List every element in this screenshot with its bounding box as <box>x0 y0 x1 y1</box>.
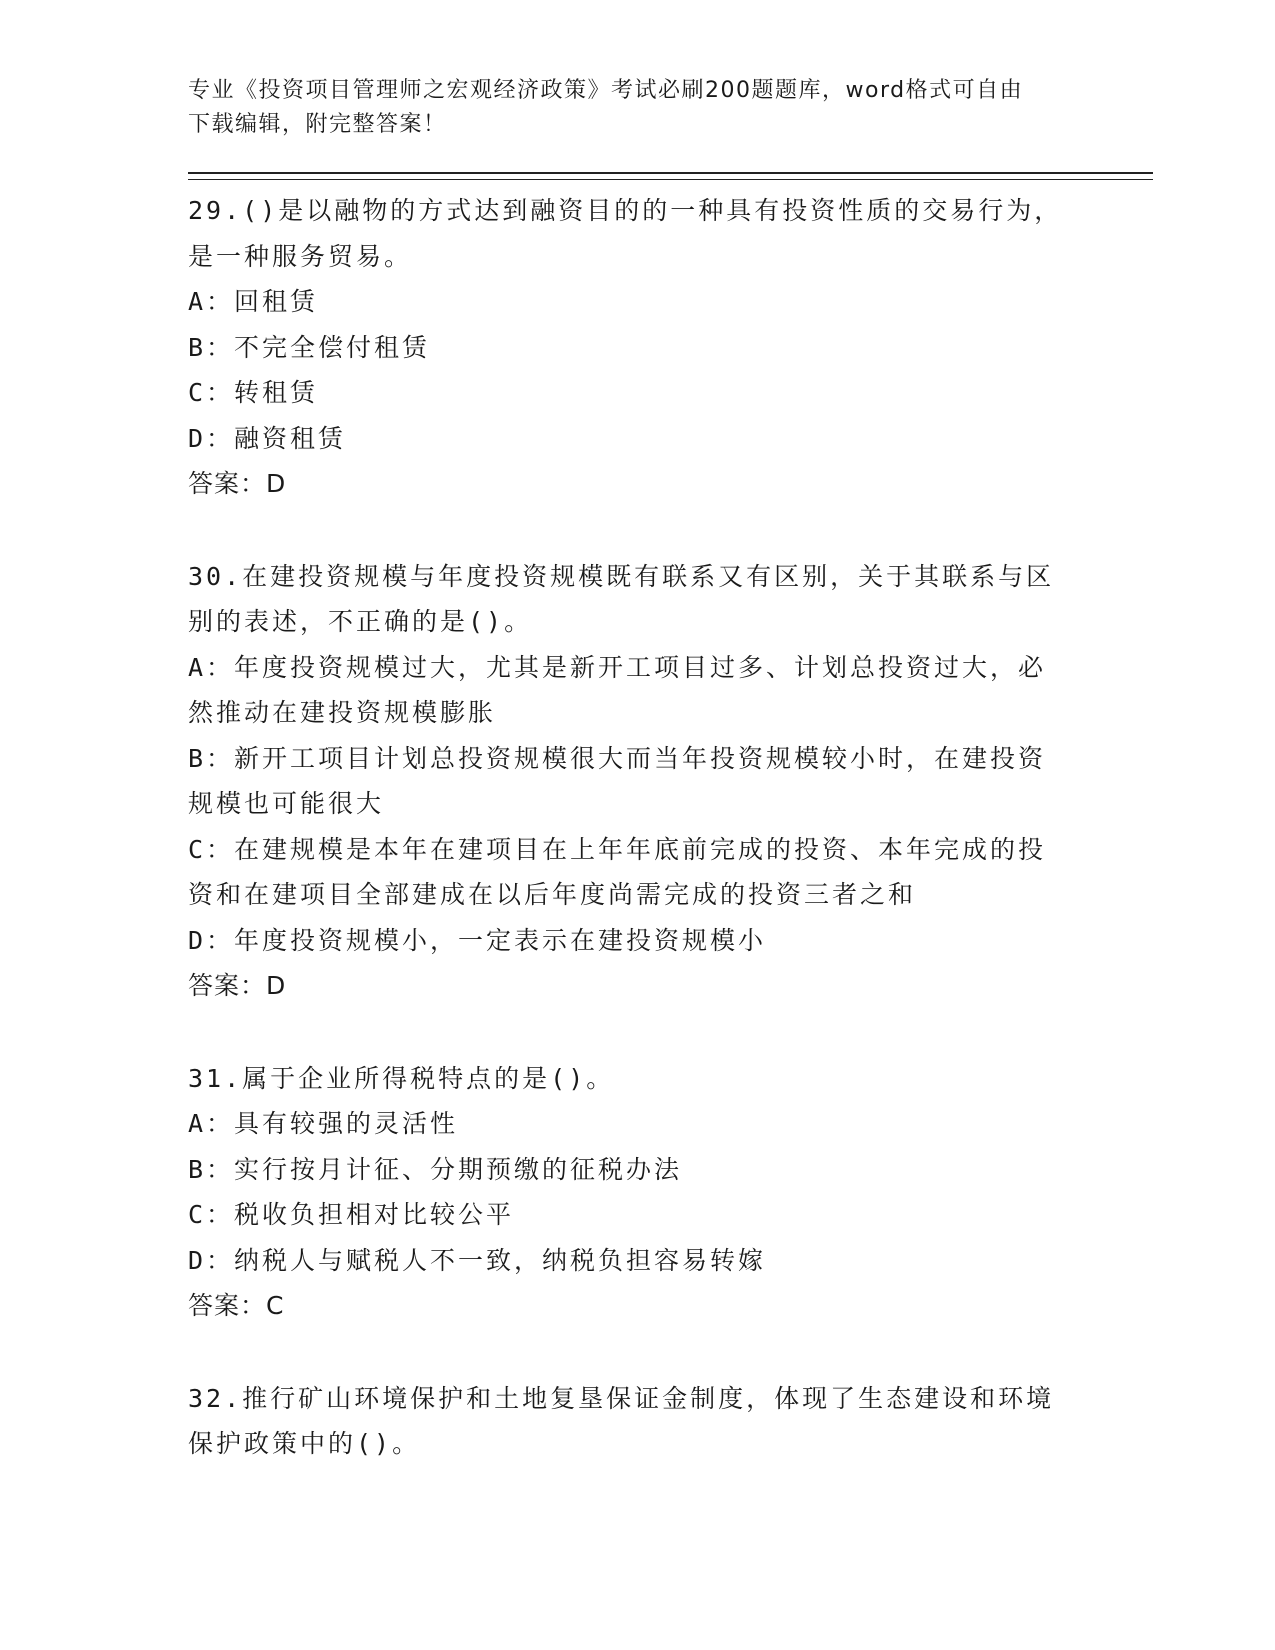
answer-option <box>188 370 1088 416</box>
question-block <box>188 1376 1088 1467</box>
answer-option <box>188 279 1088 325</box>
question-stem-line: 32.推行矿山环境保护和土地复垦保证金制度，体现了生态建设和环境 <box>188 1383 1055 1413</box>
answer-option <box>188 736 1088 827</box>
question-block <box>188 188 1088 507</box>
answer-option <box>188 1238 1088 1284</box>
answer-option <box>188 827 1088 918</box>
answer-option-line: C：在建规模是本年在建项目在上年年底前完成的投资、本年完成的投 <box>188 834 1047 864</box>
answer-option <box>188 918 1088 964</box>
answer-option-line: B：不完全偿付租赁 <box>188 332 431 362</box>
answer-option <box>188 645 1088 736</box>
answer-key: 答案：D <box>188 469 287 498</box>
question-stem-line: 31.属于企业所得税特点的是()。 <box>188 1063 615 1093</box>
answer-option-line: A：具有较强的灵活性 <box>188 1109 459 1138</box>
answer-key: 答案：C <box>188 1291 285 1320</box>
question-stem-line: 保护政策中的()。 <box>188 1429 421 1458</box>
question-stem-line: 30.在建投资规模与年度投资规模既有联系又有区别，关于其联系与区 <box>188 561 1055 591</box>
answer-option-line: C：转租赁 <box>188 378 319 407</box>
document-header <box>188 74 1088 142</box>
question-stem-line: 29.()是以融物的方式达到融资目的的一种具有投资性质的交易行为， <box>188 196 1063 225</box>
header-rule-thick <box>188 172 1153 174</box>
question-list <box>188 188 1088 1467</box>
answer-option-line: C：税收负担相对比较公平 <box>188 1200 515 1229</box>
header-rule-thin <box>188 179 1153 180</box>
question-block <box>188 554 1088 1009</box>
answer-option-line: A：年度投资规模过大，尤其是新开工项目过多、计划总投资过大，必 <box>188 652 1047 682</box>
answer-option <box>188 325 1088 371</box>
answer-option-line: 然推动在建投资规模膨胀 <box>188 698 497 727</box>
answer-option-line: B：新开工项目计划总投资规模很大而当年投资规模较小时，在建投资 <box>188 743 1047 773</box>
question-stem-line: 是一种服务贸易。 <box>188 241 413 271</box>
answer-option-line: 资和在建项目全部建成在以后年度尚需完成的投资三者之和 <box>188 880 917 909</box>
answer-option-line: B：实行按月计征、分期预缴的征税办法 <box>188 1154 683 1184</box>
answer-option-line: A：回租赁 <box>188 287 319 316</box>
answer-option <box>188 1101 1088 1147</box>
answer-option <box>188 416 1088 462</box>
answer-option-line: D：纳税人与赋税人不一致，纳税负担容易转嫁 <box>188 1245 767 1275</box>
header-line-2: 下载编辑，附完整答案！ <box>188 112 447 137</box>
answer-option-line: D：融资租赁 <box>188 423 347 453</box>
answer-key: 答案：D <box>188 971 287 1000</box>
question-stem-line: 别的表述，不正确的是()。 <box>188 607 533 636</box>
answer-option-line: 规模也可能很大 <box>188 789 385 818</box>
answer-option <box>188 1192 1088 1238</box>
header-line-1: 专业《投资项目管理师之宏观经济政策》考试必刷200题题库，word格式可自由 <box>188 78 1024 103</box>
question-block <box>188 1056 1088 1329</box>
answer-option-line: D：年度投资规模小，一定表示在建投资规模小 <box>188 925 767 955</box>
answer-option <box>188 1147 1088 1193</box>
